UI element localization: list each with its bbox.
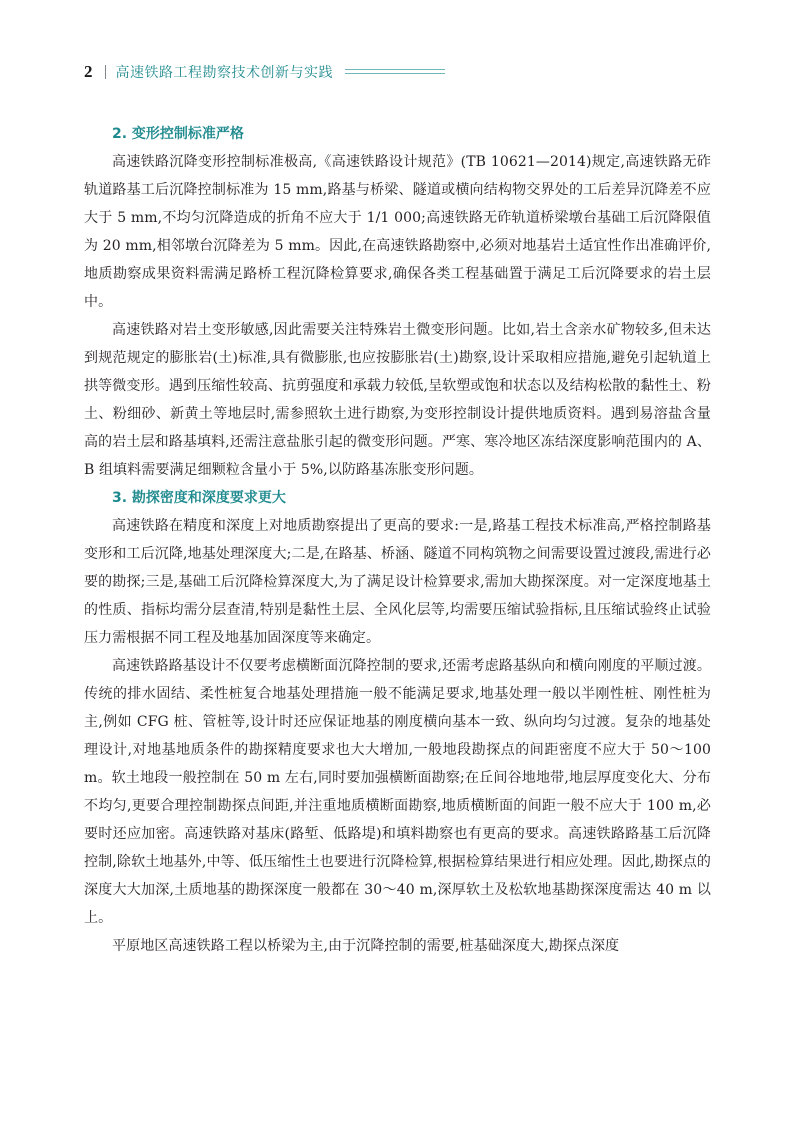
page-number: 2 xyxy=(84,62,93,81)
section-exploration-density xyxy=(84,484,711,960)
header-decorative-rule xyxy=(345,67,445,77)
body-paragraph: 平原地区高速铁路工程以桥梁为主,由于沉降控制的需要,桩基础深度大,勘探点深度 xyxy=(112,938,620,954)
body-paragraph: 高速铁路沉降变形控制标准极高,《高速铁路设计规范》(TB 10621—2014)规定,高速铁路无砟轨道路基工后沉降控制标准为 15 mm,路基与桥梁、隧道或横向结构物交界处的工后差异沉降差不应大于 5 mm,不均匀沉降造成的折角不应大于 1/1 000;高速铁路无砟轨道桥梁墩台基础工后沉降限值为 20 mm,相邻墩台沉降差为 5 mm。因此,在高速铁路勘察中,必须对地基岩土适宜性作出准确评价,地质勘察成果资料需满足路桥工程沉降检算要求,确保各类工程基础置于满足工后沉降要求的岩土层中。 xyxy=(84,154,711,310)
running-title: 高速铁路工程勘察技术创新与实践 xyxy=(115,65,333,81)
body-paragraph: 高速铁路路基设计不仅要考虑横断面沉降控制的要求,还需考虑路基纵向和横向刚度的平顺过渡。传统的排水固结、柔性桩复合地基处理措施一般不能满足要求,地基处理一般以半刚性桩、刚性桩为主,例如 CFG 桩、管桩等,设计时还应保证地基的刚度横向基本一致、纵向均匀过渡。复杂的地基处理设计,对地基地质条件的勘探精度要求也大大增加,一般地段勘探点的间距密度不应大于 50～100 m。软土地段一般控制在 50 m 左右,同时要加强横断面勘察;在丘间谷地地带,地层厚度变化大、分布不均匀,更要合理控制勘探点间距,并注重地质横断面勘察,地质横断面的间距一般不应大于 100 m,必要时还应加密。高速铁路对基床(路堑、低路堤)和填料勘察也有更高的要求。高速铁路路基工后沉降控制,除软土地基外,中等、低压缩性土也要进行沉降检算,根据检算结果进行相应处理。因此,勘探点的深度大大加深,土质地基的勘探深度一般都在 30～40 m,深厚软土及松软地基勘探深度需达 40 m 以上。 xyxy=(84,658,711,926)
page-header xyxy=(84,58,445,86)
section-heading: 3. 勘探密度和深度要求更大 xyxy=(112,490,286,506)
section-deformation-control xyxy=(84,120,711,484)
page-body xyxy=(84,120,711,960)
header-divider xyxy=(105,65,106,79)
body-paragraph: 高速铁路在精度和深度上对地质勘察提出了更高的要求:一是,路基工程技术标准高,严格控制路基变形和工后沉降,地基处理深度大;二是,在路基、桥涵、隧道不同构筑物之间需要设置过渡段,需进行必要的勘探;三是,基础工后沉降检算深度大,为了满足设计检算要求,需加大勘探深度。对一定深度地基土的性质、指标均需分层查清,特别是黏性土层、全风化层等,均需要压缩试验指标,且压缩试验终止试验压力需根据不同工程及地基加固深度等来确定。 xyxy=(84,518,711,646)
body-paragraph: 高速铁路对岩土变形敏感,因此需要关注特殊岩土微变形问题。比如,岩土含亲水矿物较多,但未达到规范规定的膨胀岩(土)标准,具有微膨胀,也应按膨胀岩(土)勘察,设计采取相应措施,避免引起轨道上拱等微变形。遇到压缩性较高、抗剪强度和承载力较低,呈软塑或饱和状态以及结构松散的黏性土、粉土、粉细砂、新黄土等地层时,需参照软土进行勘察,为变形控制设计提供地质资料。遇到易溶盐含量高的岩土层和路基填料,还需注意盐胀引起的微变形问题。严寒、寒冷地区冻结深度影响范围内的 A、B 组填料需要满足细颗粒含量小于 5%,以防路基冻胀变形问题。 xyxy=(84,322,711,478)
section-heading: 2. 变形控制标准严格 xyxy=(112,126,244,142)
